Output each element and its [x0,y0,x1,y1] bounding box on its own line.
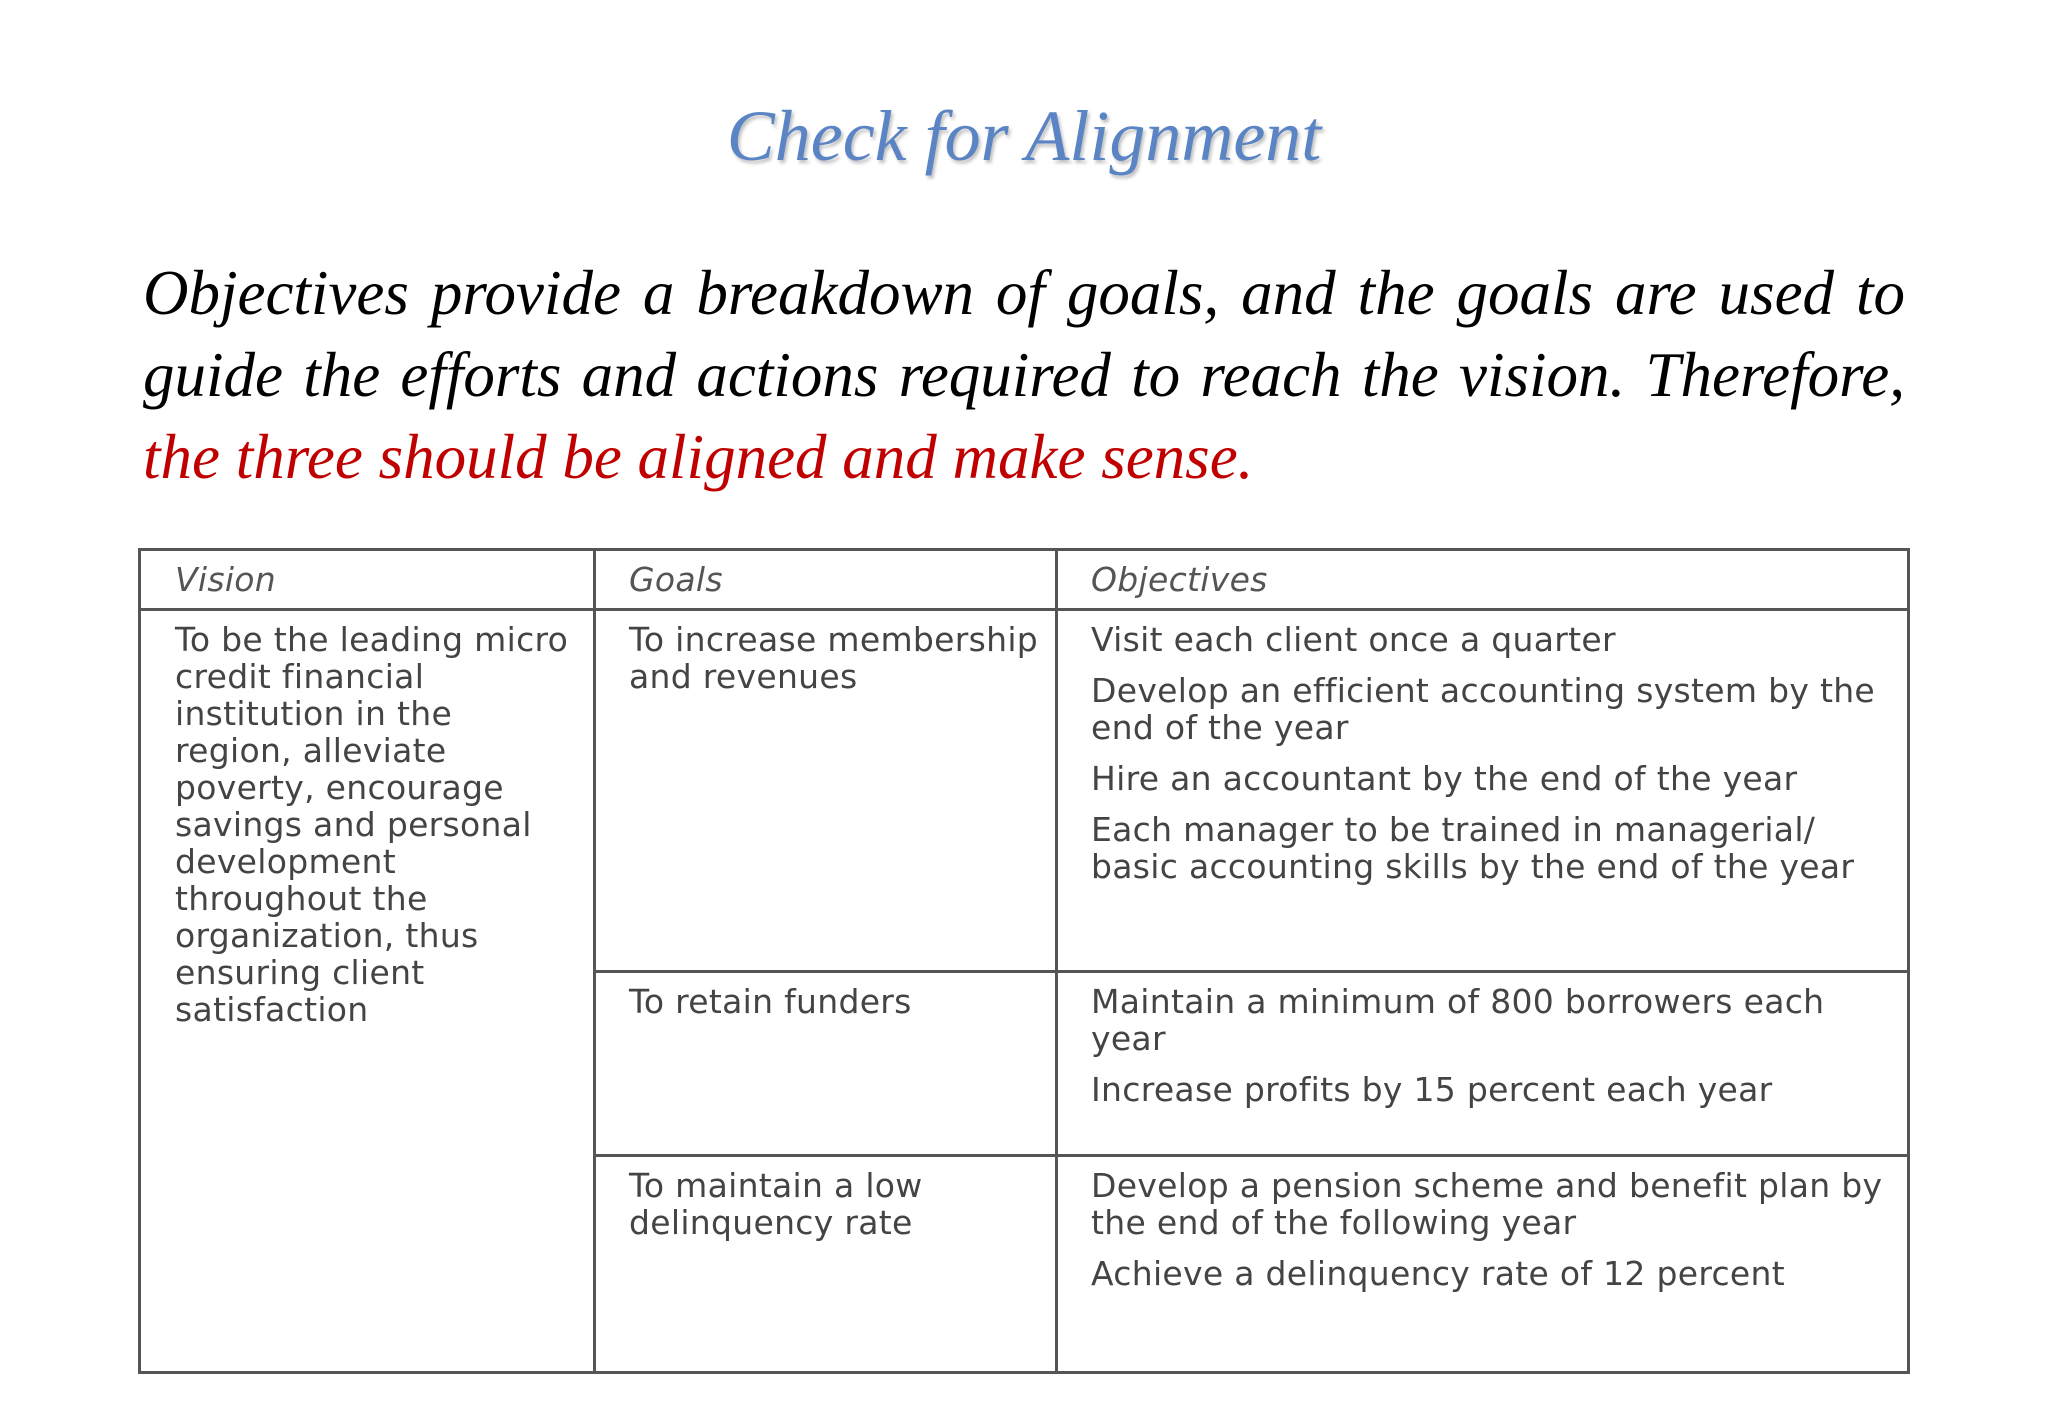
objective-item: Develop a pension scheme and benefit plan by the end of the following year [1091,1166,1883,1242]
objective-item: Visit each client once a quarter [1091,620,1616,659]
objectives-cell [1091,983,1901,1122]
intro-text: Objectives provide a breakdown of goals, and the goals are used to guide the efforts and actions required to reach the vision. Therefore, [143,258,1905,410]
objective-item: Each manager to be trained in managerial/ basic accounting skills by the end of the year [1091,810,1855,886]
header-vision: Vision [175,560,277,599]
header-goals: Goals [629,560,723,599]
slide-title: Check for Alignment [726,96,1322,176]
header-divider [141,608,1907,611]
goal-cell: To retain funders [629,982,912,1021]
objectives-cell [1091,1167,1901,1306]
column-divider [1055,551,1058,1371]
intro-highlight: the three should be aligned and make sense. [143,422,1254,492]
intro-paragraph [143,252,1905,498]
vision-statement: To be the leading micro credit financial institution in the region, alleviate poverty, encourage savings and personal development throughout the organization, thus ensuring client satisfaction [175,620,569,1029]
objective-item: Maintain a minimum of 800 borrowers each year [1091,982,1825,1058]
objective-item: Hire an accountant by the end of the year [1091,759,1798,798]
row-divider [593,1154,1907,1157]
row-divider [593,970,1907,973]
goal-cell: To maintain a low delinquency rate [629,1166,923,1242]
column-divider [593,551,596,1371]
objective-item: Develop an efficient accounting system by the end of the year [1091,671,1876,747]
header-objectives: Objectives [1091,560,1268,599]
objective-item: Achieve a delinquency rate of 12 percent [1091,1254,1785,1293]
alignment-table [138,548,1910,1374]
objectives-cell [1091,621,1901,899]
goal-cell: To increase membership and revenues [629,620,1039,696]
objective-item: Increase profits by 15 percent each year [1091,1070,1773,1109]
